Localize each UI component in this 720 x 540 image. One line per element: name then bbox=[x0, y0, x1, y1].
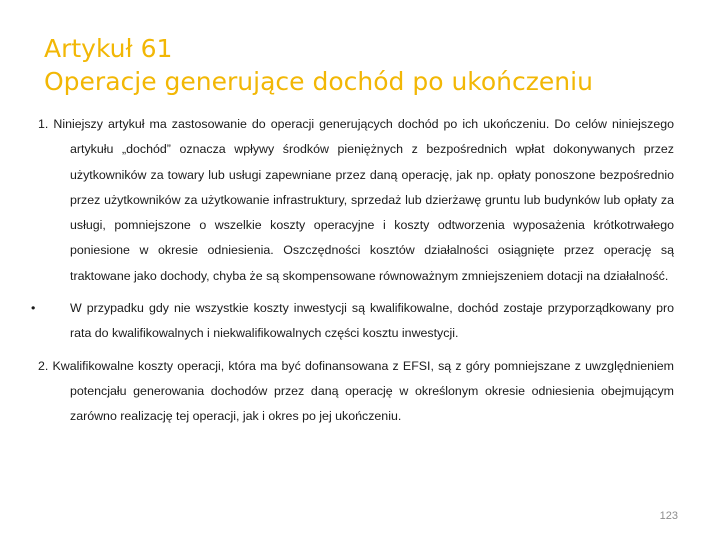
title-line-1: Artykuł 61 bbox=[44, 34, 173, 63]
bullet-icon: • bbox=[31, 301, 36, 316]
title-line-2: Operacje generujące dochód po ukończeniu bbox=[44, 67, 593, 96]
slide-title bbox=[44, 32, 694, 98]
page-number: 123 bbox=[659, 510, 678, 522]
bullet-item bbox=[31, 296, 674, 347]
bullet-text: W przypadku gdy nie wszystkie koszty inwestycji są kwalifikowalne, dochód zostaje przyporządkowany pro rata do kwalifikowalnych i niekwalifikowalnych części kosztu inwestycji. bbox=[70, 301, 674, 341]
paragraph-1: 1. Niniejszy artykuł ma zastosowanie do operacji generujących dochód po ich ukończeniu. Do celów niniejszego artykułu „dochód” oznacza wpływy środków pieniężnych z bezpośrednich wpłat dokonywanych przez użytkowników za towary lub usługi zapewniane przez daną operację, jak np. opłaty ponoszone bezpośrednio przez użytkowników za użytkowanie infrastruktury, sprzedaż lub dzierżawę gruntu lub budynków lub opłaty za usługi, pomniejszone o wszelkie koszty operacyjne i koszty odtworzenia wyposażenia krótkotrwałego poniesione w okresie odniesienia. Oszczędności kosztów działalności osiągnięte przez operację są traktowane jako dochody, chyba że są skompensowane równoważnym zmniejszeniem dotacji na działalność. bbox=[38, 117, 674, 283]
paragraph-2: 2. Kwalifikowalne koszty operacji, która ma być dofinansowana z EFSI, są z góry pomniejszane z uwzględnieniem potencjału generowania dochodów przez daną operację w określonym okresie odniesienia obejmującym zarówno realizację tej operacji, jak i okres po jej ukończeniu. bbox=[38, 358, 674, 424]
slide-body bbox=[31, 112, 674, 430]
